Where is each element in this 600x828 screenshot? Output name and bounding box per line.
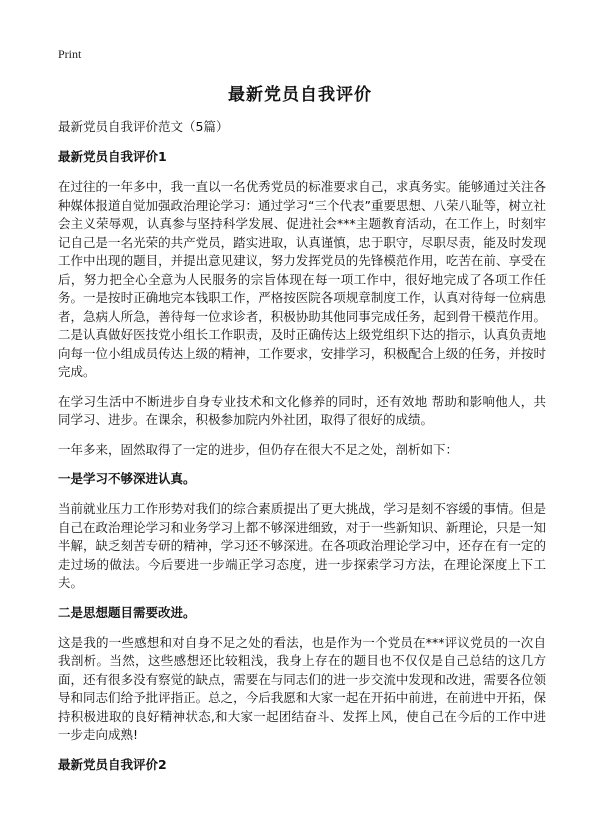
paragraph-1: 在过往的一年多中，我一直以一名优秀党员的标准要求自己，求真务实。能够通过关注各种媒体报道自觉加强政治理论学习：通过学习“三个代表”重要思想、八荣八耻等，树立社会主义荣辱观，认真参与坚持科学发展、促进社会***主题教育活动，在工作上，时刻牢记自己是一名光荣的共产党员，踏实进取，认真谨慎，忠于职守，尽职尽责，能及时发现工作中出现的题目，并提出意见建议，努力发挥党员的先锋模范作用，吃苦在前、享受在后，努力把全心全意为人民服务的宗旨体现在每一项工作中，很好地完成了各项工作任务。一是按时正确地完本钱职工作，严格按医院各项规章制度工作，认真对待每一位病患者，急病人所急，善待每一位求诊者，积极协助其他同事完成任务，起到骨干模范作用。二是认真做好医技党小组长工作职责，及时正确传达上级党组织下达的指示，认真负责地向每一位小组成员传达上级的精神，工作要求，安排学习，积极配合上级的任务，并按时完成。 bbox=[58, 179, 546, 379]
paragraph-2: 在学习生活中不断进步自身专业技术和文化修养的同时，还有效地 帮助和影响他人，共同学习、进步。在课余，积极参加院内外社团，取得了很好的成绩。 bbox=[58, 393, 546, 427]
paragraph-5: 这是我的一些感想和对自身不足之处的看法，也是作为一个党员在***评议党员的一次自我剖析。当然，这些感想还比较粗浅，我身上存在的题目也不仅仅是自己总结的这几方面，还有很多没有察觉的缺点，需要在与同志们的进一步交流中发现和改进，需要各位领导和同志们给予批评指正。总之，今后我愿和大家一起在开拓中前进，在前进中开拓，保持积极进取的良好精神状态,和大家一起团结奋斗、发挥上风，使自己在今后的工作中进一步走向成熟! bbox=[58, 634, 546, 742]
paragraph-4: 当前就业压力工作形势对我们的综合素质提出了更大挑战，学习是刻不容缓的事情。但是自己在政治理论学习和业务学习上都不够深进细致，对于一些新知识、新理论，只是一知半解，缺乏刻苦专研的精神，学习还不够深进。在各项政治理论学习中，还存在有一定的走过场的做法。今后要进一步端正学习态度，进一步探索学习方法，在理论深度上下工夫。 bbox=[58, 501, 546, 590]
print-label: Print bbox=[58, 47, 82, 61]
document-body bbox=[58, 118, 546, 786]
section-heading-2: 最新党员自我评价2 bbox=[58, 756, 167, 772]
subheading-thought: 二是思想题目需要改进。 bbox=[58, 604, 196, 620]
paragraph-3: 一年多来，固然取得了一定的进步，但仍存在很大不足之处，剖析如下： bbox=[58, 441, 459, 457]
document-title: 最新党员自我评价 bbox=[228, 85, 372, 105]
subheading-study: 一是学习不够深进认真。 bbox=[58, 471, 196, 486]
document-subtitle: 最新党员自我评价范文（5篇） bbox=[58, 119, 229, 134]
section-heading-1: 最新党员自我评价1 bbox=[58, 149, 167, 164]
